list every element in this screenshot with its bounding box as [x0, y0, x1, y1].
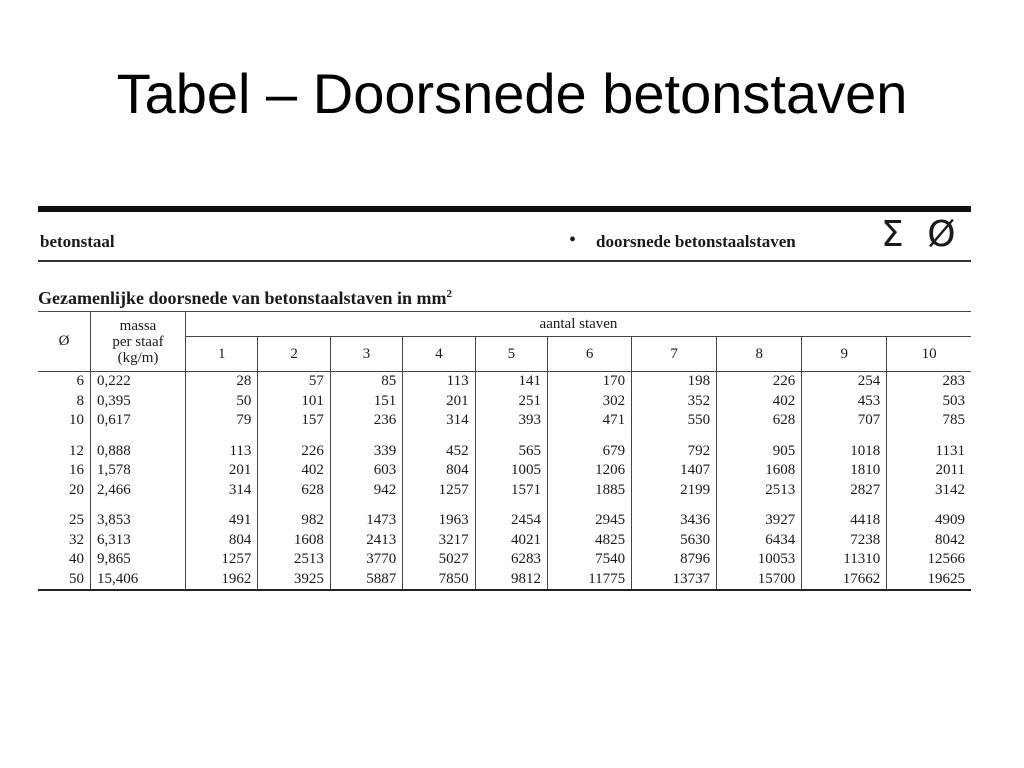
cell-area: 4021	[475, 531, 547, 551]
table-row	[38, 531, 971, 551]
cell-area: 1608	[258, 531, 330, 551]
cell-area: 1257	[403, 481, 475, 501]
header-group-count: aantal staven	[186, 312, 972, 337]
cell-area: 2011	[935, 462, 965, 479]
spacer-cell	[548, 500, 632, 511]
cell-mass: 0,888	[91, 442, 186, 462]
header-mass	[91, 312, 186, 372]
cell-area: 3142	[935, 481, 965, 498]
cell-diameter: 25	[38, 511, 91, 531]
cell-area: 3436	[632, 511, 717, 531]
cell-area: 254	[802, 372, 887, 392]
bullet-icon: •	[569, 229, 577, 251]
table-row	[38, 511, 971, 531]
cell-diameter: 16	[38, 461, 91, 481]
cell-area: 393	[475, 411, 547, 431]
header-count: 7	[632, 337, 717, 372]
header-count: 10	[887, 337, 971, 372]
spacer-cell	[475, 500, 547, 511]
spacer-cell	[186, 500, 258, 511]
spacer-cell	[717, 431, 802, 442]
cell-area: 198	[632, 372, 717, 392]
cell-area: 491	[186, 511, 258, 531]
cell-area: 314	[403, 411, 475, 431]
cell-area: 1608	[717, 461, 802, 481]
cell-area: 2945	[548, 511, 632, 531]
top-rule	[38, 206, 971, 212]
cell-area: 942	[330, 481, 402, 501]
cell-area: 5027	[403, 550, 475, 570]
cell-area: 141	[475, 372, 547, 392]
cell-diameter: 12	[38, 442, 91, 462]
header-mass-line: per staaf	[112, 333, 164, 350]
spacer-cell	[632, 431, 717, 442]
cell-area: 11775	[548, 570, 632, 591]
cell-area: 5630	[632, 531, 717, 551]
spacer-cell	[802, 500, 887, 511]
header-diameter: Ø	[38, 312, 91, 372]
rebar-table	[38, 311, 971, 591]
table-row	[38, 392, 971, 412]
cell-area: 101	[258, 392, 330, 412]
cell-area: 707	[802, 411, 887, 431]
spacer-cell	[632, 500, 717, 511]
cell-area: 7850	[403, 570, 475, 591]
cell-area: 471	[548, 411, 632, 431]
sigma-diameter-icon: Σ Ø	[881, 214, 962, 255]
cell-area: 283	[942, 373, 965, 390]
cell-area: 2199	[632, 481, 717, 501]
cell-diameter: 32	[38, 531, 91, 551]
header-count: 4	[403, 337, 475, 372]
cell-mass: 9,865	[91, 550, 186, 570]
cell-mass: 0,617	[91, 411, 186, 431]
cell-diameter: 8	[38, 392, 91, 412]
cell-diameter: 10	[38, 411, 91, 431]
cell-area: 905	[717, 442, 802, 462]
cell-area: 9812	[475, 570, 547, 591]
cell-area: 7540	[548, 550, 632, 570]
header-count: 3	[330, 337, 402, 372]
cell-area: 1206	[548, 461, 632, 481]
cell-area: 452	[403, 442, 475, 462]
cell-area: 314	[186, 481, 258, 501]
header-mass-line: (kg/m)	[117, 349, 159, 366]
cell-area: 8042	[935, 531, 965, 548]
cell-area: 1257	[186, 550, 258, 570]
cell-area: 28	[186, 372, 258, 392]
cell-area: 251	[475, 392, 547, 412]
cell-area: 352	[632, 392, 717, 412]
cell-area: 550	[632, 411, 717, 431]
cell-area: 402	[717, 392, 802, 412]
cell-area: 4418	[802, 511, 887, 531]
cell-area: 50	[186, 392, 258, 412]
cell-mass: 2,466	[91, 481, 186, 501]
cell-area: 1810	[802, 461, 887, 481]
cell-mass: 1,578	[91, 461, 186, 481]
cell-area: 57	[258, 372, 330, 392]
cell-area: 402	[258, 461, 330, 481]
cell-area: 2413	[330, 531, 402, 551]
cell-area: 503	[942, 392, 965, 409]
table-row	[38, 411, 971, 431]
cell-area: 10053	[717, 550, 802, 570]
cell-area: 12566	[927, 551, 965, 568]
cell-area: 170	[548, 372, 632, 392]
group-spacer	[38, 431, 971, 442]
cell-area: 302	[548, 392, 632, 412]
cell-area: 679	[548, 442, 632, 462]
cell-mass: 15,406	[91, 570, 186, 591]
cell-area: 3770	[330, 550, 402, 570]
cell-area: 85	[330, 372, 402, 392]
cell-area: 3927	[717, 511, 802, 531]
cell-area: 1473	[330, 511, 402, 531]
spacer-cell	[330, 500, 402, 511]
spacer-cell	[887, 500, 971, 511]
cell-area: 1131	[935, 442, 965, 459]
spacer-cell	[91, 500, 186, 511]
cell-area: 1963	[403, 511, 475, 531]
header-count: 1	[186, 337, 258, 372]
cell-area: 15700	[717, 570, 802, 591]
header-count: 5	[475, 337, 547, 372]
cell-area: 804	[403, 461, 475, 481]
spacer-cell	[403, 431, 475, 442]
cell-area: 792	[632, 442, 717, 462]
cell-area: 226	[717, 372, 802, 392]
divider	[38, 260, 971, 262]
cell-area: 565	[475, 442, 547, 462]
spacer-cell	[91, 431, 186, 442]
spacer-cell	[717, 500, 802, 511]
cell-area: 3925	[258, 570, 330, 591]
section-title: doorsnede betonstaalstaven	[596, 232, 796, 251]
cell-area: 2513	[717, 481, 802, 501]
cell-area: 79	[186, 411, 258, 431]
cell-area: 1407	[632, 461, 717, 481]
cell-area: 339	[330, 442, 402, 462]
cell-area: 3217	[403, 531, 475, 551]
table-header-row	[38, 312, 971, 337]
cell-area: 11310	[802, 550, 887, 570]
cell-area: 1571	[475, 481, 547, 501]
cell-area: 1018	[802, 442, 887, 462]
table-row	[38, 461, 971, 481]
cell-diameter: 20	[38, 481, 91, 501]
spacer-cell	[186, 431, 258, 442]
table-row	[38, 550, 971, 570]
header-count: 6	[548, 337, 632, 372]
cell-area: 804	[186, 531, 258, 551]
cell-area: 113	[403, 372, 475, 392]
header-count: 2	[258, 337, 330, 372]
cell-area: 4825	[548, 531, 632, 551]
header-count: 8	[717, 337, 802, 372]
cell-mass: 0,395	[91, 392, 186, 412]
cell-area: 1885	[548, 481, 632, 501]
cell-area: 201	[403, 392, 475, 412]
group-spacer	[38, 500, 971, 511]
spacer-cell	[475, 431, 547, 442]
cell-area: 157	[258, 411, 330, 431]
cell-area: 1005	[475, 461, 547, 481]
spacer-cell	[330, 431, 402, 442]
cell-area: 603	[330, 461, 402, 481]
spacer-cell	[403, 500, 475, 511]
table-row	[38, 570, 971, 591]
cell-area: 113	[186, 442, 258, 462]
cell-diameter: 50	[38, 570, 91, 591]
header-mass-line: massa	[119, 317, 157, 334]
cell-area: 453	[802, 392, 887, 412]
cell-area: 151	[330, 392, 402, 412]
cell-area: 628	[258, 481, 330, 501]
header-count: 9	[802, 337, 887, 372]
cell-diameter: 40	[38, 550, 91, 570]
cell-area: 6283	[475, 550, 547, 570]
cell-area: 17662	[802, 570, 887, 591]
cell-mass: 3,853	[91, 511, 186, 531]
spacer-cell	[258, 431, 330, 442]
cell-area: 982	[258, 511, 330, 531]
cell-area: 2513	[258, 550, 330, 570]
cell-mass: 6,313	[91, 531, 186, 551]
spacer-cell	[548, 431, 632, 442]
cell-area: 13737	[632, 570, 717, 591]
cell-area: 6434	[717, 531, 802, 551]
table-row	[38, 442, 971, 462]
slide-title: Tabel – Doorsnede betonstaven	[116, 62, 908, 125]
spacer-cell	[38, 500, 91, 511]
cell-area: 2454	[475, 511, 547, 531]
cell-area: 1962	[186, 570, 258, 591]
table-body	[38, 372, 971, 591]
table-title-sup: 2	[446, 288, 452, 300]
cell-area: 785	[942, 412, 965, 429]
table-title-text: Gezamenlijke doorsnede van betonstaalstaven in mm	[38, 288, 447, 308]
cell-area: 226	[258, 442, 330, 462]
cell-mass: 0,222	[91, 372, 186, 392]
spacer-cell	[38, 431, 91, 442]
table-row	[38, 372, 971, 392]
table-row	[38, 481, 971, 501]
spacer-cell	[802, 431, 887, 442]
cell-area: 628	[717, 411, 802, 431]
cell-area: 236	[330, 411, 402, 431]
spacer-cell	[887, 431, 971, 442]
cell-area: 5887	[330, 570, 402, 591]
cell-area: 4909	[935, 512, 965, 529]
scanned-table-image	[38, 206, 971, 606]
spacer-cell	[258, 500, 330, 511]
table-title	[38, 288, 452, 309]
cell-area: 8796	[632, 550, 717, 570]
cell-area: 19625	[887, 570, 971, 591]
cell-area: 201	[186, 461, 258, 481]
cell-area: 7238	[802, 531, 887, 551]
cell-diameter: 6	[38, 372, 91, 392]
section-label: betonstaal	[40, 232, 115, 251]
cell-area: 2827	[802, 481, 887, 501]
